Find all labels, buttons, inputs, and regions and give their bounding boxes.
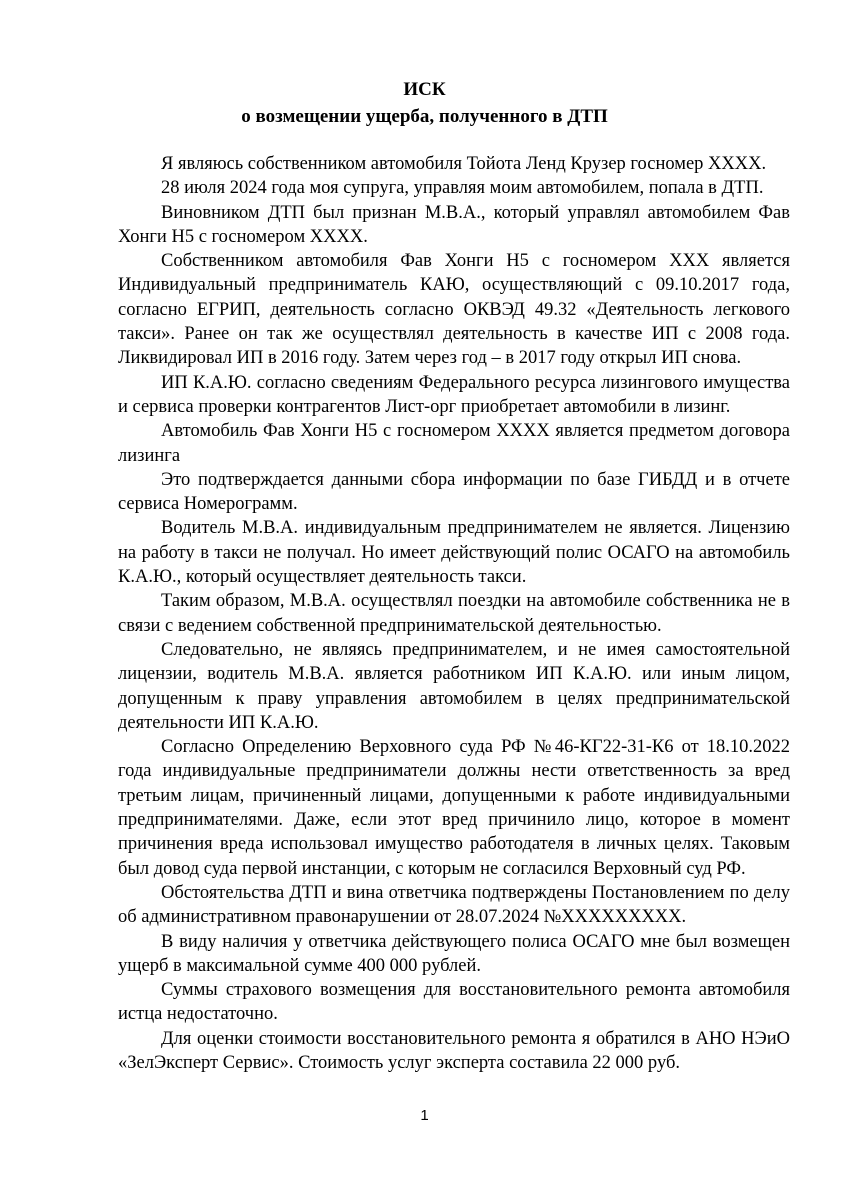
paragraph-5: ИП К.А.Ю. согласно сведениям Федерального ресурса лизингового имущества и сервиса проверки контрагентов Лист-орг приобретает автомобили в лизинг. <box>118 372 790 417</box>
paragraph-15: Для оценки стоимости восстановительного ремонта я обратился в АНО НЭиО «ЗелЭксперт Сервис». Стоимость услуг эксперта составила 22 000 руб. <box>118 1028 790 1073</box>
paragraph-4: Собственником автомобиля Фав Хонги Н5 с госномером XXX является Индивидуальный предприниматель КАЮ, осуществляющий с 09.10.2017 года, согласно ЕГРИП, деятельность согласно ОКВЭД 49.32 «Деятельность легкового такси». Ранее он так же осуществлял деятельность в качестве ИП с 2008 года. Ликвидировал ИП в 2016 году. Затем через год – в 2017 году открыл ИП снова. <box>118 251 790 369</box>
paragraph-6: Автомобиль Фав Хонги Н5 с госномером XXXX является предметом договора лизинга <box>118 421 790 466</box>
document-title: ИСК <box>403 79 446 100</box>
paragraph-11: Согласно Определению Верховного суда РФ №46-КГ22-31-К6 от 18.10.2022 года индивидуальные предприниматели должны нести ответственность за вред третьим лицам, причиненный лицами, допущенными к работе индивидуальными предпринимателями. Даже, если этот вред причинило лицо, которое в момент причинения вреда использовал имущество работодателя в личных целях. Таковым был довод суда первой инстанции, с которым не согласился Верховный суд РФ. <box>118 737 790 879</box>
document-body <box>118 152 790 1075</box>
page-number: 1 <box>420 1107 429 1124</box>
paragraph-9: Таким образом, М.В.А. осуществлял поездки на автомобиле собственника не в связи с ведением собственной предпринимательской деятельностью. <box>118 591 790 636</box>
paragraph-1: Я являюсь собственником автомобиля Тойота Ленд Крузер госномер XXXX. <box>161 154 767 174</box>
paragraph-2: 28 июля 2024 года моя супруга, управляя моим автомобилем, попала в ДТП. <box>161 178 764 199</box>
paragraph-7: Это подтверждается данными сбора информации по базе ГИБДД и в отчете сервиса Номерограмм. <box>118 469 790 515</box>
paragraph-12: Обстоятельства ДТП и вина ответчика подтверждены Постановлением по делу об административном правонарушении от 28.07.2024 №XXXXXXXXX. <box>118 882 790 928</box>
paragraph-14: Суммы страхового возмещения для восстановительного ремонта автомобиля истца недостаточно. <box>118 980 790 1025</box>
document-subtitle: о возмещении ущерба, полученного в ДТП <box>241 106 608 127</box>
paragraph-10: Следовательно, не являясь предпринимателем, и не имея самостоятельной лицензии, водитель М.В.А. является работником ИП К.А.Ю. или иным лицом, допущенным к праву управления автомобилем в целях предпринимательской деятельности ИП К.А.Ю. <box>118 639 790 733</box>
paragraph-13: В виду наличия у ответчика действующего полиса ОСАГО мне был возмещен ущерб в максимальной сумме 400 000 рублей. <box>118 931 790 976</box>
paragraph-8: Водитель М.В.А. индивидуальным предпринимателем не является. Лицензию на работу в такси не получал. Но имеет действующий полис ОСАГО на автомобиль К.А.Ю., который осуществляет деятельность такси. <box>118 518 790 588</box>
paragraph-3: Виновником ДТП был признан М.В.А., который управлял автомобилем Фав Хонги Н5 с госномером XXXX. <box>118 202 790 247</box>
